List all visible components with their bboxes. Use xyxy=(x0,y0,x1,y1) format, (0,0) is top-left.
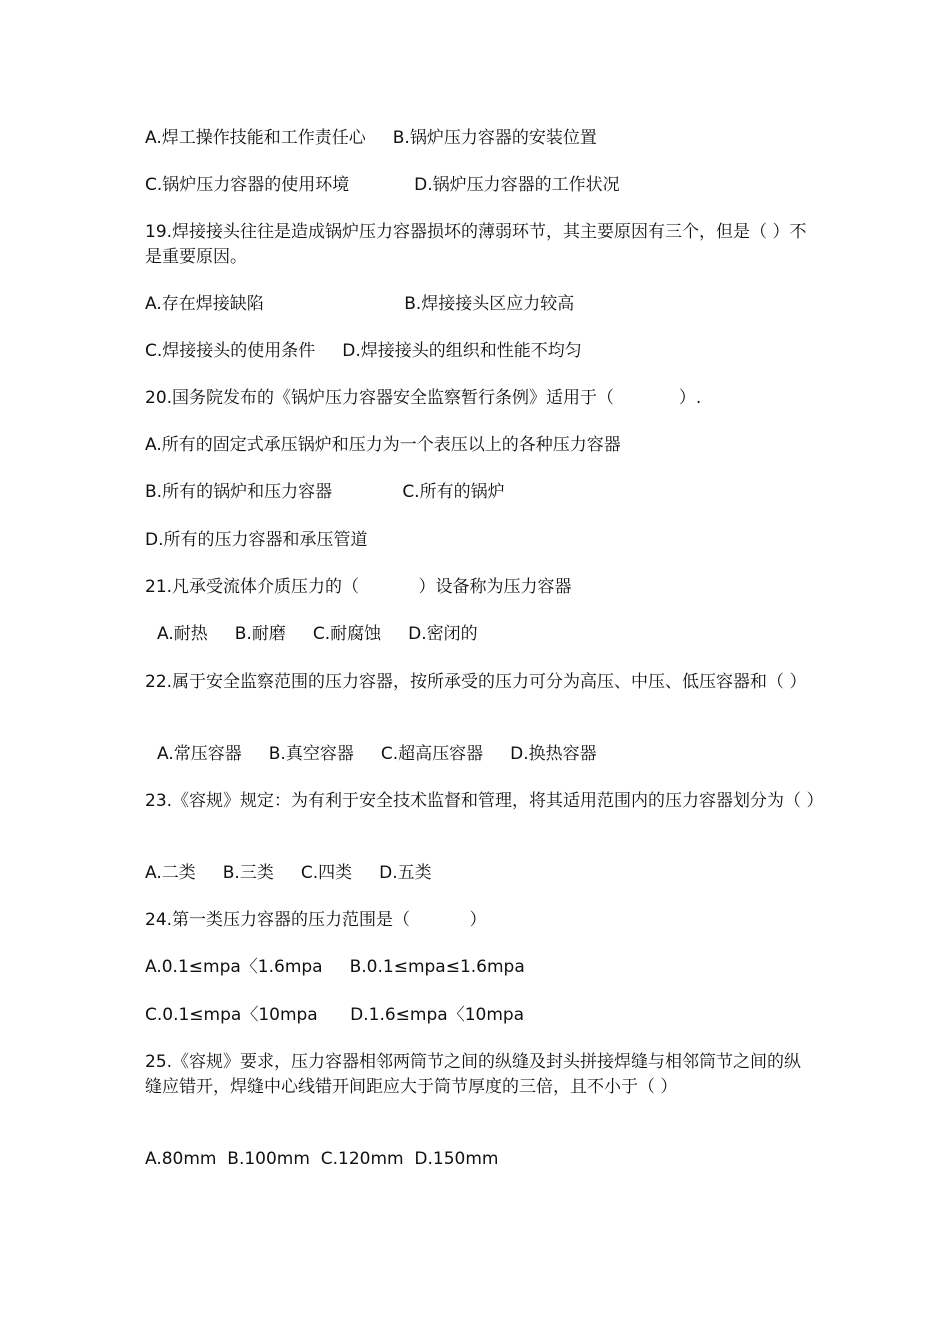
q19-options-cd: C.焊接接头的使用条件 D.焊接接头的组织和性能不均匀 xyxy=(145,341,582,361)
q25-stem: 25.《容规》要求，压力容器相邻两筒节之间的纵缝及封头拼接焊缝与相邻筒节之间的纵缝应错开，焊缝中心线错开间距应大于筒节厚度的三倍，且不小于（ ） xyxy=(145,1052,802,1097)
q24-options-ab: A.0.1≤mpa〈1.6mpa B.0.1≤mpa≤1.6mpa xyxy=(145,957,525,977)
q25-options: A.80mm B.100mm C.120mm D.150mm xyxy=(145,1149,499,1169)
q21-options: A.耐热 B.耐磨 C.耐腐蚀 D.密闭的 xyxy=(157,624,478,644)
q19-options-ab: A.存在焊接缺陷 B.焊接接头区应力较高 xyxy=(145,294,575,314)
q23-stem: 23.《容规》规定：为有利于安全技术监督和管理，将其适用范围内的压力容器划分为（ ） xyxy=(145,791,824,811)
q20-option-d: D.所有的压力容器和承压管道 xyxy=(145,530,368,550)
q19-stem: 19.焊接接头往往是造成锅炉压力容器损坏的薄弱环节，其主要原因有三个，但是（ ）不是重要原因。 xyxy=(145,222,807,267)
q18-options-cd: C.锅炉压力容器的使用环境 D.锅炉压力容器的工作状况 xyxy=(145,175,620,195)
q20-options-bc: B.所有的锅炉和压力容器 C.所有的锅炉 xyxy=(145,482,505,502)
q22-stem: 22.属于安全监察范围的压力容器，按所承受的压力可分为高压、中压、低压容器和（ ） xyxy=(145,672,807,692)
q23-options: A.二类 B.三类 C.四类 D.五类 xyxy=(145,863,432,883)
q18-options-ab: A.焊工操作技能和工作责任心 B.锅炉压力容器的安装位置 xyxy=(145,128,597,148)
q24-options-cd: C.0.1≤mpa〈10mpa D.1.6≤mpa〈10mpa xyxy=(145,1005,525,1025)
q22-options: A.常压容器 B.真空容器 C.超高压容器 D.换热容器 xyxy=(157,744,597,764)
q24-stem: 24.第一类压力容器的压力范围是（ ） xyxy=(145,910,487,930)
q21-stem: 21.凡承受流体介质压力的（ ）设备称为压力容器 xyxy=(145,577,572,597)
q20-stem: 20.国务院发布的《锅炉压力容器安全监察暂行条例》适用于（ ）. xyxy=(145,388,702,408)
q20-option-a: A.所有的固定式承压锅炉和压力为一个表压以上的各种压力容器 xyxy=(145,435,621,455)
